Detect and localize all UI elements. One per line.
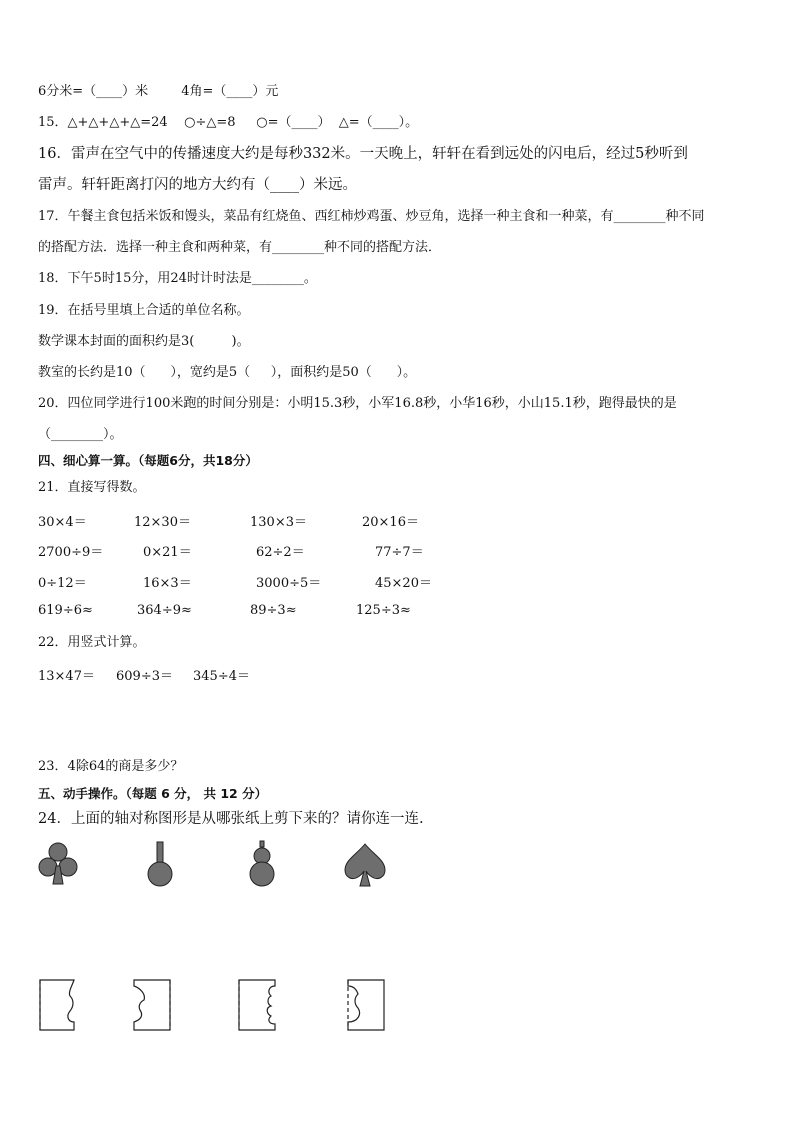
calc-item: 16×3＝ [143,576,192,591]
vertical-calc-item: 609÷3＝ [116,669,173,684]
racket-icon [140,840,180,890]
paper-piece-1 [38,978,78,1032]
question-19-a: 数学课本封面的面积约是3( )。 [38,334,250,349]
question-17: 17．午餐主食包括米饭和馒头，菜品有红烧鱼、西红柿炒鸡蛋、炒豆角，选择一种主食和一种菜，有________种不同 [38,209,705,224]
fill-blank-unit-conversion: 6分米=（____）米 4角=（____）元 [38,84,279,99]
vertical-calc-item: 13×47＝ [38,669,95,684]
paper-piece-3 [237,978,279,1032]
calc-item: 130×3＝ [250,515,307,530]
gourd-icon [242,840,282,890]
calc-item: 77÷7＝ [375,545,424,560]
question-24: 24．上面的轴对称图形是从哪张纸上剪下来的？请你连一连. [38,811,424,827]
question-16-cont: 雷声。轩轩距离打闪的地方大约有（____）米远。 [38,177,357,193]
question-21: 21．直接写得数。 [38,480,146,495]
calc-item: 12×30＝ [134,515,191,530]
calc-item: 45×20＝ [375,576,432,591]
question-20-cont: （________）。 [38,427,123,442]
question-17-cont: 的搭配方法．选择一种主食和两种菜，有________种不同的搭配方法． [38,240,442,255]
calc-item: 2700÷9＝ [38,545,104,560]
club-icon [38,840,78,890]
calc-item: 89÷3≈ [250,603,297,618]
question-22: 22．用竖式计算。 [38,635,146,650]
section-5-heading: 五、动手操作。（每题 6 分， 共 12 分） [38,786,268,801]
calc-item: 30×4＝ [38,515,87,530]
calc-item: 0÷12＝ [38,576,87,591]
question-18: 18．下午5时15分，用24时计时法是________。 [38,271,317,286]
calc-item: 62÷2＝ [256,545,305,560]
calc-item: 364÷9≈ [137,603,192,618]
calc-item: 0×21＝ [143,545,192,560]
vertical-calc-item: 345÷4＝ [193,669,250,684]
question-16: 16．雷声在空气中的传播速度大约是每秒332米。一天晚上，轩轩在看到远处的闪电后，经过5秒听到 [38,146,688,162]
question-20: 20．四位同学进行100米跑的时间分别是：小明15.3秒，小军16.8秒，小华16秒，小山15.1秒，跑得最快的是 [38,396,677,411]
paper-piece-2 [132,978,174,1032]
paper-piece-4 [346,978,388,1032]
question-19-b: 教室的长约是10（ ），宽约是5（ ），面积约是50（ ）。 [38,365,417,380]
calc-item: 3000÷5＝ [256,576,322,591]
question-23: 23．4除64的商是多少？ [38,759,184,774]
question-19: 19．在括号里填上合适的单位名称。 [38,303,250,318]
calc-item: 125÷3≈ [356,603,411,618]
calc-item: 619÷6≈ [38,603,93,618]
spade-icon [342,840,388,890]
question-15: 15．△+△+△+△=24 ○÷△=8 ○=（____） △=（____）。 [38,115,419,130]
section-4-heading: 四、细心算一算。（每题6分，共18分） [38,453,258,468]
calc-item: 20×16＝ [362,515,419,530]
